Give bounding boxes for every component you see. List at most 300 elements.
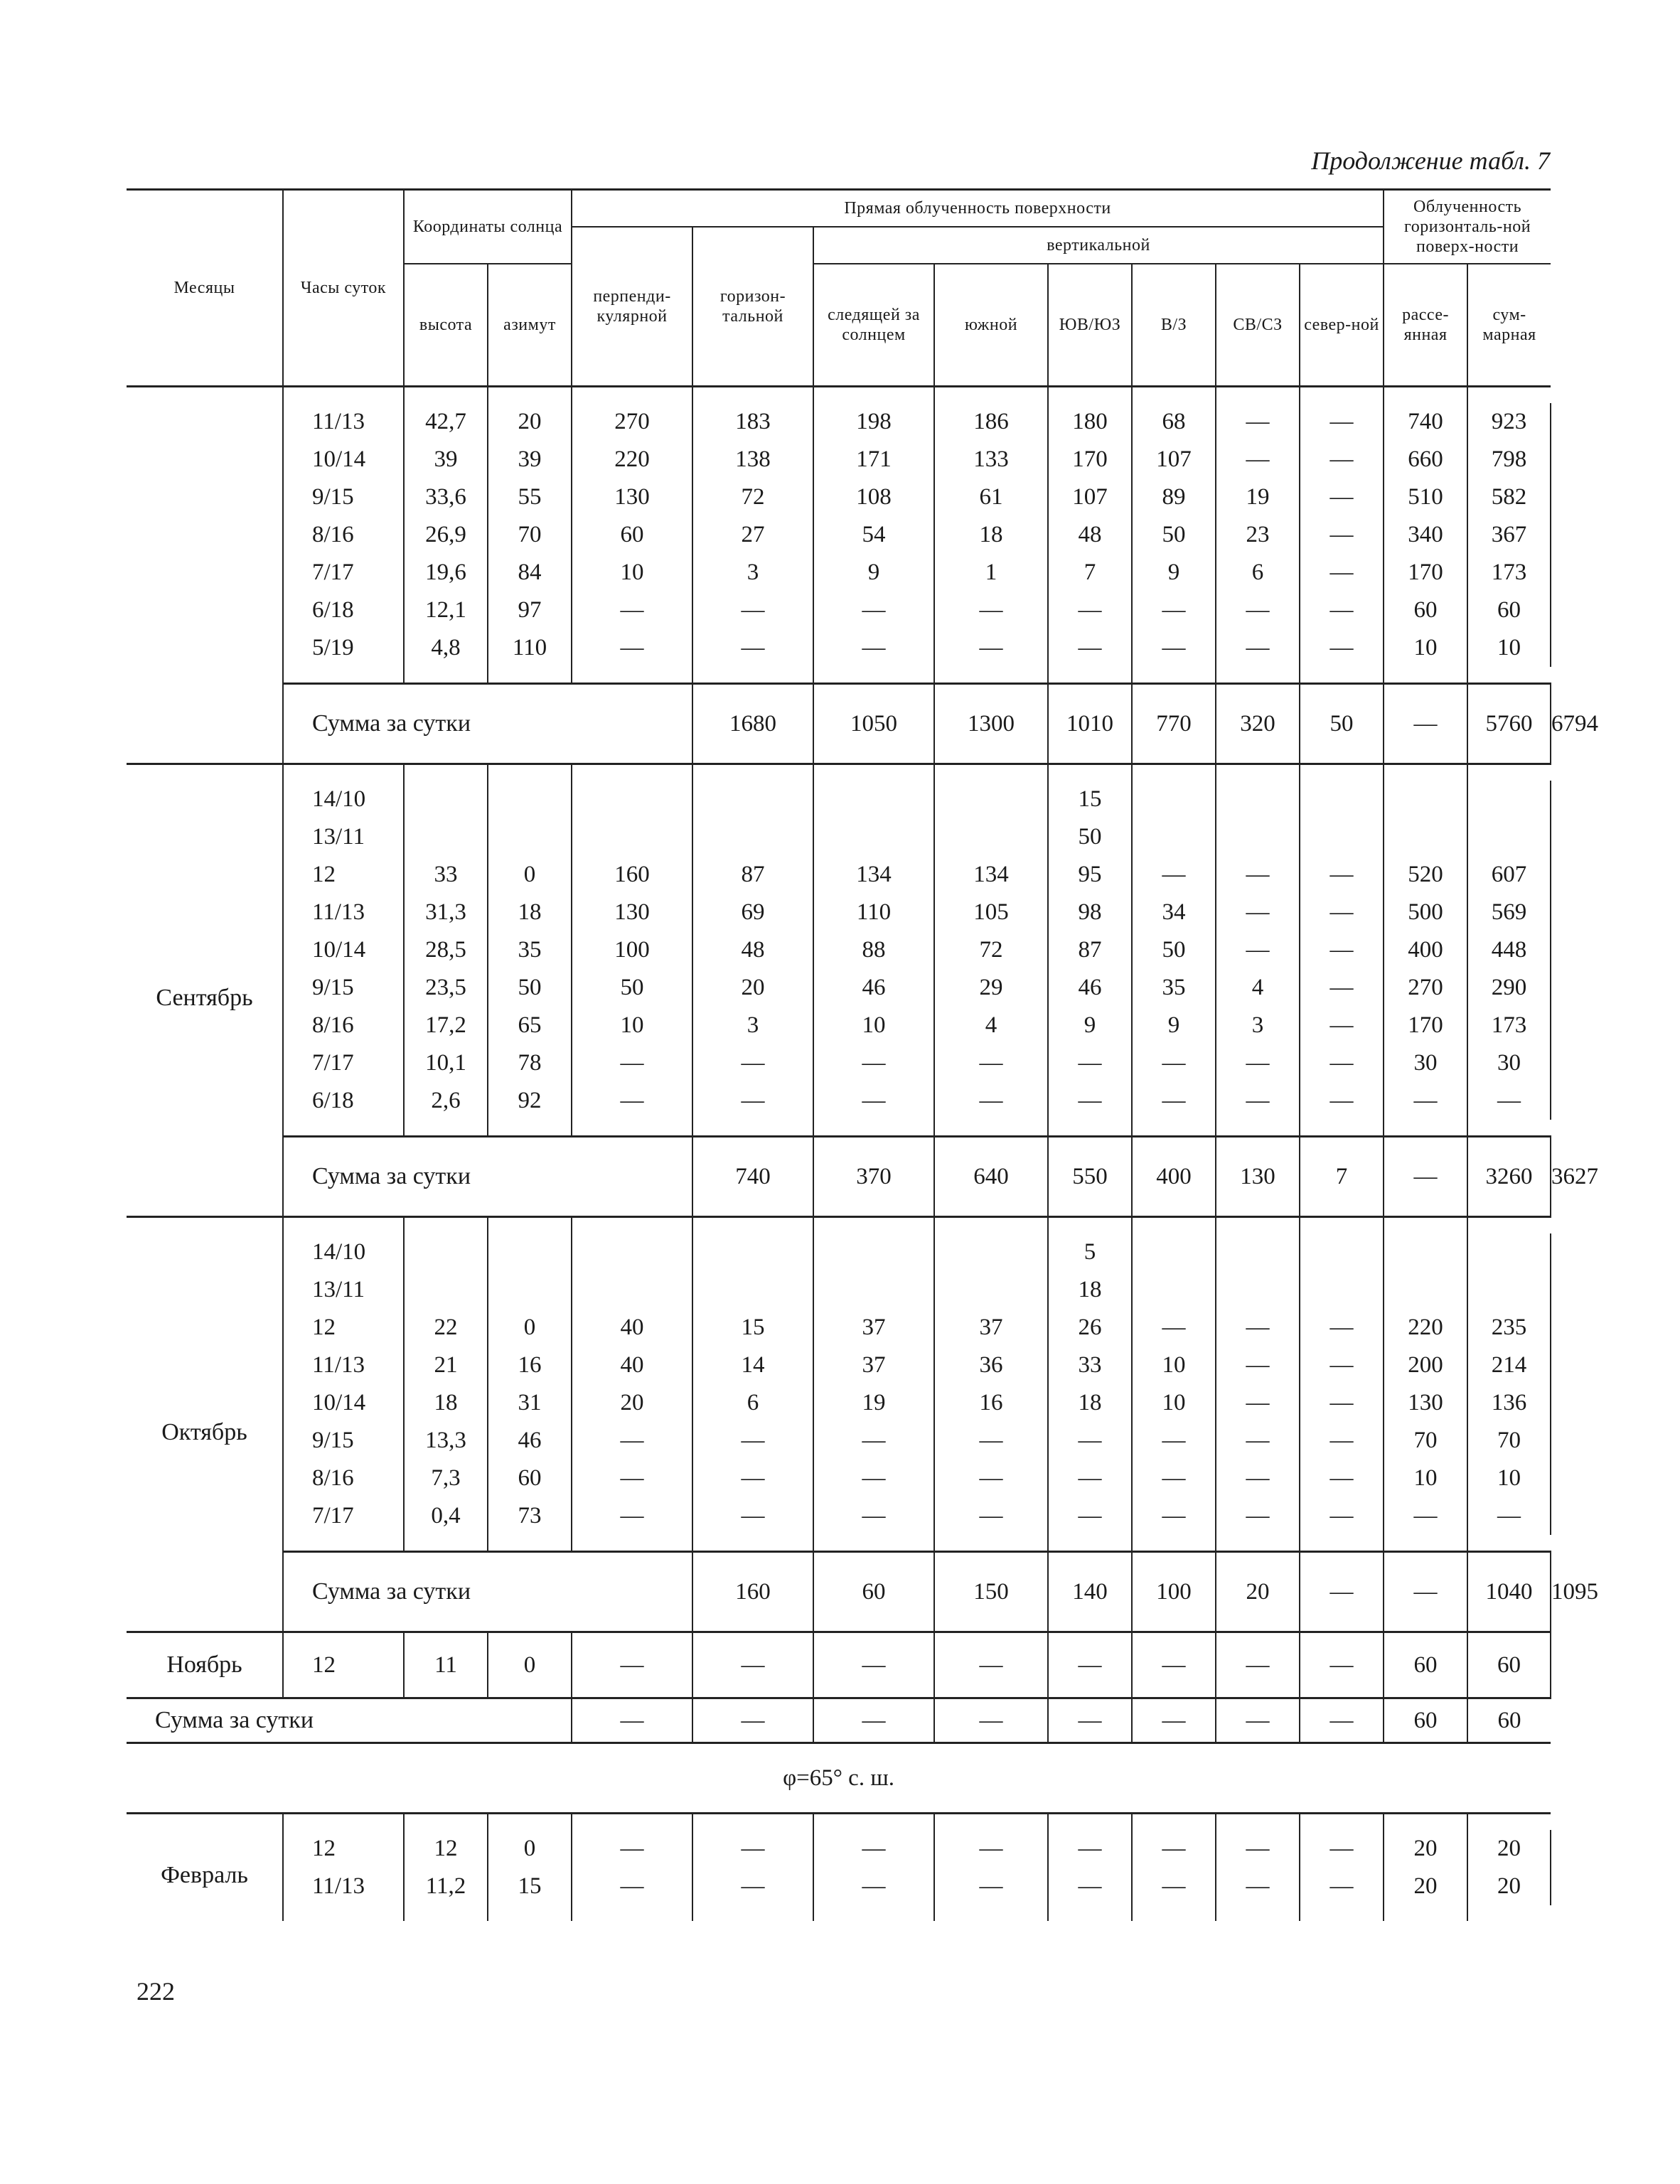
value-cell: 20 — [1467, 1830, 1551, 1868]
august-block — [127, 387, 1599, 764]
value-cell: 160 — [572, 856, 692, 894]
value-cell: 20 — [692, 969, 813, 1007]
value-cell — [1216, 781, 1300, 818]
value-cell: 270 — [1384, 969, 1467, 1007]
value-cell: — — [1216, 894, 1300, 931]
value-cell: — — [1048, 1044, 1132, 1082]
table-row — [127, 1422, 1551, 1460]
value-cell: 69 — [692, 894, 813, 931]
daily-sum-value: — — [813, 1698, 934, 1743]
value-cell: — — [692, 629, 813, 667]
value-cell — [404, 818, 488, 856]
daily-sum-value: 160 — [692, 1552, 813, 1632]
hour-cell: 10/14 — [283, 1384, 404, 1422]
value-cell — [1467, 1271, 1551, 1309]
value-cell: 740 — [1384, 403, 1467, 441]
value-cell: 220 — [572, 441, 692, 478]
value-cell: 290 — [1467, 969, 1551, 1007]
value-cell: 10 — [1384, 629, 1467, 667]
value-cell: — — [1300, 441, 1384, 478]
value-cell: 173 — [1467, 1007, 1551, 1044]
value-cell: — — [1216, 1830, 1300, 1868]
value-cell: 84 — [488, 554, 572, 592]
value-cell: — — [1048, 1460, 1132, 1497]
value-cell: — — [1300, 969, 1384, 1007]
value-cell: — — [1216, 629, 1300, 667]
value-cell: 235 — [1467, 1309, 1551, 1347]
value-cell: — — [934, 629, 1048, 667]
value-cell: 37 — [813, 1347, 934, 1384]
value-cell — [404, 781, 488, 818]
value-cell: — — [1467, 1497, 1551, 1535]
value-cell — [1132, 818, 1216, 856]
daily-sum-value: 320 — [1216, 684, 1300, 764]
total-header: сум-марная — [1482, 306, 1536, 344]
daily-sum-label: Сумма за сутки — [127, 1698, 572, 1743]
value-cell: 3 — [692, 554, 813, 592]
value-cell: 39 — [404, 441, 488, 478]
value-cell: — — [1048, 1632, 1132, 1698]
value-cell: 72 — [934, 931, 1048, 969]
daily-sum-value: 1010 — [1048, 684, 1132, 764]
value-cell: 660 — [1384, 441, 1467, 478]
value-cell: 15 — [488, 1868, 572, 1905]
value-cell — [1132, 1233, 1216, 1271]
value-cell: — — [1300, 1460, 1384, 1497]
value-cell: 130 — [572, 894, 692, 931]
value-cell: 10 — [572, 554, 692, 592]
value-cell: 2,6 — [404, 1082, 488, 1120]
hours-header: Часы суток — [283, 190, 404, 387]
direct-irradiance-header: Прямая облученность поверхности — [572, 190, 1384, 228]
value-cell: 200 — [1384, 1347, 1467, 1384]
value-cell: — — [1300, 894, 1384, 931]
daily-sum-value: 50 — [1300, 684, 1384, 764]
value-cell: 20 — [1467, 1868, 1551, 1905]
table-row — [127, 554, 1551, 592]
daily-sum-value: 1050 — [813, 684, 934, 764]
value-cell: — — [1216, 1497, 1300, 1535]
value-cell: 33 — [1048, 1347, 1132, 1384]
value-cell: 46 — [813, 969, 934, 1007]
value-cell: — — [1300, 1830, 1384, 1868]
value-cell: 92 — [488, 1082, 572, 1120]
value-cell: — — [1300, 403, 1384, 441]
daily-sum-row — [127, 1698, 1551, 1743]
value-cell: — — [1132, 1830, 1216, 1868]
value-cell: — — [692, 1422, 813, 1460]
value-cell: — — [572, 592, 692, 629]
daily-sum-label: Сумма за сутки — [283, 1552, 692, 1632]
value-cell: 26 — [1048, 1309, 1132, 1347]
value-cell — [1132, 781, 1216, 818]
altitude-header: высота — [404, 264, 488, 387]
value-cell — [404, 1271, 488, 1309]
value-cell — [692, 1271, 813, 1309]
hour-cell: 9/15 — [283, 478, 404, 516]
value-cell: — — [1300, 1868, 1384, 1905]
table-row — [127, 1868, 1551, 1905]
value-cell: 798 — [1467, 441, 1551, 478]
hour-cell: 12 — [283, 1830, 404, 1868]
daily-sum-value: 100 — [1132, 1552, 1216, 1632]
hour-cell: 9/15 — [283, 1422, 404, 1460]
value-cell: 37 — [934, 1309, 1048, 1347]
value-cell: — — [572, 1460, 692, 1497]
value-cell: — — [1300, 1384, 1384, 1422]
value-cell: 0 — [488, 1632, 572, 1698]
value-cell: — — [813, 1830, 934, 1868]
value-cell: 3 — [692, 1007, 813, 1044]
value-cell: — — [1300, 1347, 1384, 1384]
value-cell: — — [1300, 856, 1384, 894]
hour-cell: 14/10 — [283, 781, 404, 818]
value-cell: 170 — [1384, 554, 1467, 592]
daily-sum-label: Сумма за сутки — [283, 684, 692, 764]
value-cell: 42,7 — [404, 403, 488, 441]
horizontal-irradiance-header: Облученность горизонталь-ной поверх-ности — [1384, 190, 1551, 264]
value-cell: 35 — [1132, 969, 1216, 1007]
value-cell: 170 — [1384, 1007, 1467, 1044]
value-cell: — — [1132, 1868, 1216, 1905]
value-cell: — — [934, 1868, 1048, 1905]
value-cell: 72 — [692, 478, 813, 516]
value-cell: — — [692, 1632, 813, 1698]
value-cell: 10 — [1132, 1384, 1216, 1422]
value-cell: — — [1300, 478, 1384, 516]
hour-cell: 11/13 — [283, 1347, 404, 1384]
month-label: Ноябрь — [127, 1632, 283, 1698]
daily-sum-value: 550 — [1048, 1137, 1132, 1217]
value-cell: — — [934, 1422, 1048, 1460]
value-cell: — — [813, 1868, 934, 1905]
value-cell: 183 — [692, 403, 813, 441]
value-cell: — — [1384, 1082, 1467, 1120]
value-cell: 198 — [813, 403, 934, 441]
daily-sum-value: — — [934, 1698, 1048, 1743]
value-cell: 607 — [1467, 856, 1551, 894]
hour-cell: 12 — [283, 1632, 404, 1698]
daily-sum-value: 640 — [934, 1137, 1048, 1217]
value-cell: 46 — [488, 1422, 572, 1460]
north-header: север-ной — [1300, 264, 1384, 387]
value-cell: 50 — [1132, 516, 1216, 554]
hour-cell: 9/15 — [283, 969, 404, 1007]
hour-cell: 6/18 — [283, 592, 404, 629]
daily-sum-label: Сумма за сутки — [283, 1137, 692, 1217]
value-cell — [1467, 781, 1551, 818]
sun-coords-header: Координаты солнца — [404, 190, 572, 264]
value-cell: — — [692, 1497, 813, 1535]
table-continuation-caption: Продолжение табл. 7 — [1311, 146, 1550, 175]
value-cell: — — [1300, 1309, 1384, 1347]
value-cell: 60 — [1467, 1632, 1551, 1698]
value-cell: 31 — [488, 1384, 572, 1422]
value-cell: 510 — [1384, 478, 1467, 516]
table-row — [127, 403, 1551, 441]
latitude-block — [127, 1743, 1551, 1814]
value-cell: 0,4 — [404, 1497, 488, 1535]
value-cell: — — [1048, 1830, 1132, 1868]
value-cell — [1216, 1233, 1300, 1271]
value-cell: — — [1216, 1632, 1300, 1698]
hour-cell: 11/13 — [283, 894, 404, 931]
value-cell: 23,5 — [404, 969, 488, 1007]
se-sw-header: ЮВ/ЮЗ — [1048, 264, 1132, 387]
value-cell: — — [813, 629, 934, 667]
hour-cell: 5/19 — [283, 629, 404, 667]
value-cell: 10 — [1132, 1347, 1216, 1384]
value-cell: 4,8 — [404, 629, 488, 667]
value-cell: 54 — [813, 516, 934, 554]
value-cell: — — [572, 1497, 692, 1535]
table-row — [127, 1309, 1551, 1347]
value-cell: 138 — [692, 441, 813, 478]
value-cell: — — [934, 1632, 1048, 1698]
value-cell: 4 — [934, 1007, 1048, 1044]
value-cell: 107 — [1132, 441, 1216, 478]
table-row — [127, 1632, 1551, 1698]
value-cell: 0 — [488, 1830, 572, 1868]
daily-sum-value: — — [1384, 1552, 1467, 1632]
value-cell — [692, 818, 813, 856]
value-cell: — — [934, 1082, 1048, 1120]
value-cell: 6 — [692, 1384, 813, 1422]
value-cell: — — [1048, 1422, 1132, 1460]
value-cell: — — [1300, 592, 1384, 629]
value-cell — [404, 1233, 488, 1271]
value-cell: 1 — [934, 554, 1048, 592]
value-cell: 520 — [1384, 856, 1467, 894]
value-cell: 18 — [1048, 1384, 1132, 1422]
value-cell: — — [1048, 592, 1132, 629]
value-cell: 10,1 — [404, 1044, 488, 1082]
value-cell: 50 — [1048, 818, 1132, 856]
value-cell: — — [1048, 1082, 1132, 1120]
value-cell: 15 — [1048, 781, 1132, 818]
daily-sum-value: 150 — [934, 1552, 1048, 1632]
value-cell: — — [572, 1632, 692, 1698]
value-cell: — — [1300, 931, 1384, 969]
value-cell: 19 — [1216, 478, 1300, 516]
value-cell: 18 — [1048, 1271, 1132, 1309]
table-row — [127, 969, 1551, 1007]
table-header — [127, 190, 1551, 387]
value-cell: 37 — [813, 1309, 934, 1347]
value-cell: 173 — [1467, 554, 1551, 592]
value-cell: 130 — [1384, 1384, 1467, 1422]
value-cell — [1384, 1271, 1467, 1309]
hour-cell: 8/16 — [283, 1460, 404, 1497]
value-cell: — — [1048, 1497, 1132, 1535]
value-cell: 15 — [692, 1309, 813, 1347]
value-cell: 27 — [692, 516, 813, 554]
table-row — [127, 629, 1551, 667]
value-cell — [1300, 781, 1384, 818]
value-cell: 4 — [1216, 969, 1300, 1007]
value-cell: 46 — [1048, 969, 1132, 1007]
value-cell: — — [1132, 1044, 1216, 1082]
value-cell: — — [1132, 856, 1216, 894]
value-cell: 100 — [572, 931, 692, 969]
table-row — [127, 1007, 1551, 1044]
value-cell: — — [692, 1082, 813, 1120]
value-cell: — — [1216, 856, 1300, 894]
value-cell: — — [1300, 1497, 1384, 1535]
south-header: южной — [934, 264, 1048, 387]
value-cell: 20 — [488, 403, 572, 441]
daily-sum-value: 60 — [1497, 1707, 1521, 1733]
value-cell: 340 — [1384, 516, 1467, 554]
table-row — [127, 818, 1551, 856]
value-cell: 18 — [934, 516, 1048, 554]
november-block — [127, 1632, 1551, 1743]
value-cell: 569 — [1467, 894, 1551, 931]
value-cell: 6 — [1216, 554, 1300, 592]
value-cell: — — [1216, 931, 1300, 969]
hour-cell: 7/17 — [283, 1044, 404, 1082]
value-cell: 20 — [1384, 1830, 1467, 1868]
value-cell: 68 — [1132, 403, 1216, 441]
daily-sum-value: 370 — [813, 1137, 934, 1217]
table-row — [127, 592, 1551, 629]
value-cell: 12,1 — [404, 592, 488, 629]
daily-sum-value: 60 — [813, 1552, 934, 1632]
value-cell: — — [813, 1497, 934, 1535]
value-cell: 9 — [1132, 1007, 1216, 1044]
value-cell: 50 — [572, 969, 692, 1007]
value-cell: 0 — [488, 856, 572, 894]
value-cell: 29 — [934, 969, 1048, 1007]
table-row — [127, 856, 1551, 894]
value-cell: 10 — [572, 1007, 692, 1044]
table-row — [127, 516, 1551, 554]
value-cell: 19,6 — [404, 554, 488, 592]
value-cell: 20 — [572, 1384, 692, 1422]
ne-nw-header: СВ/СЗ — [1216, 264, 1300, 387]
value-cell — [1300, 1271, 1384, 1309]
value-cell: — — [692, 1868, 813, 1905]
value-cell: 133 — [934, 441, 1048, 478]
value-cell: 97 — [488, 592, 572, 629]
value-cell: 270 — [572, 403, 692, 441]
value-cell: 10 — [1384, 1460, 1467, 1497]
value-cell: 5 — [1048, 1233, 1132, 1271]
table-row — [127, 1271, 1551, 1309]
value-cell: 12 — [404, 1830, 488, 1868]
value-cell: 28,5 — [404, 931, 488, 969]
perpendicular-header: перпенди-кулярной — [572, 227, 692, 387]
value-cell — [813, 1271, 934, 1309]
value-cell: 13,3 — [404, 1422, 488, 1460]
value-cell: — — [1300, 629, 1384, 667]
hour-cell: 8/16 — [283, 1007, 404, 1044]
hour-cell: 7/17 — [283, 1497, 404, 1535]
value-cell: — — [1048, 1868, 1132, 1905]
value-cell: 55 — [488, 478, 572, 516]
value-cell: — — [934, 1460, 1048, 1497]
value-cell: 136 — [1467, 1384, 1551, 1422]
value-cell — [1132, 1271, 1216, 1309]
value-cell — [488, 781, 572, 818]
value-cell: — — [1132, 592, 1216, 629]
value-cell: 11 — [404, 1632, 488, 1698]
value-cell: 30 — [1384, 1044, 1467, 1082]
value-cell — [813, 818, 934, 856]
value-cell: 18 — [404, 1384, 488, 1422]
table-row — [127, 1384, 1551, 1422]
value-cell: 130 — [572, 478, 692, 516]
value-cell: — — [1300, 1632, 1384, 1698]
table-row — [127, 1347, 1551, 1384]
daily-sum-value: — — [1384, 1137, 1467, 1217]
table-row — [127, 1830, 1551, 1868]
hour-cell: 10/14 — [283, 441, 404, 478]
daily-sum-value: 1680 — [692, 684, 813, 764]
value-cell: 60 — [1384, 1632, 1467, 1698]
value-cell: 19 — [813, 1384, 934, 1422]
value-cell: 14 — [692, 1347, 813, 1384]
value-cell: — — [1132, 1460, 1216, 1497]
value-cell: — — [813, 1422, 934, 1460]
value-cell: — — [692, 592, 813, 629]
tracking-header: следящей за солнцем — [813, 264, 934, 387]
value-cell: 39 — [488, 441, 572, 478]
value-cell: 70 — [1467, 1422, 1551, 1460]
october-block — [127, 1217, 1599, 1632]
value-cell: 50 — [488, 969, 572, 1007]
value-cell: 220 — [1384, 1309, 1467, 1347]
value-cell — [934, 1233, 1048, 1271]
value-cell: 582 — [1467, 478, 1551, 516]
daily-sum-value: — — [572, 1698, 692, 1743]
value-cell — [813, 781, 934, 818]
value-cell: — — [1300, 1007, 1384, 1044]
value-cell: 134 — [813, 856, 934, 894]
value-cell: 23 — [1216, 516, 1300, 554]
value-cell: 26,9 — [404, 516, 488, 554]
diffuse-header: рассе-янная — [1384, 264, 1467, 387]
value-cell — [692, 781, 813, 818]
value-cell: 10 — [1467, 1460, 1551, 1497]
daily-sum-value: 130 — [1216, 1137, 1300, 1217]
september-block — [127, 764, 1599, 1217]
value-cell: — — [1132, 1082, 1216, 1120]
value-cell: 500 — [1384, 894, 1467, 931]
value-cell: 923 — [1467, 403, 1551, 441]
vertical-header: вертикальной — [813, 227, 1384, 264]
value-cell: 171 — [813, 441, 934, 478]
value-cell: 105 — [934, 894, 1048, 931]
value-cell: 448 — [1467, 931, 1551, 969]
value-cell: — — [934, 1830, 1048, 1868]
month-label: Октябрь — [127, 1233, 283, 1632]
month-label: Февраль — [127, 1830, 283, 1921]
hour-cell: 7/17 — [283, 554, 404, 592]
table-row — [127, 1082, 1551, 1120]
value-cell: — — [1216, 1422, 1300, 1460]
value-cell: 107 — [1048, 478, 1132, 516]
value-cell — [572, 1271, 692, 1309]
value-cell: 134 — [934, 856, 1048, 894]
daily-sum-value: — — [1300, 1698, 1384, 1743]
value-cell: 89 — [1132, 478, 1216, 516]
value-cell: 400 — [1384, 931, 1467, 969]
value-cell — [934, 818, 1048, 856]
value-cell: — — [934, 1497, 1048, 1535]
value-cell — [488, 1233, 572, 1271]
value-cell: 35 — [488, 931, 572, 969]
